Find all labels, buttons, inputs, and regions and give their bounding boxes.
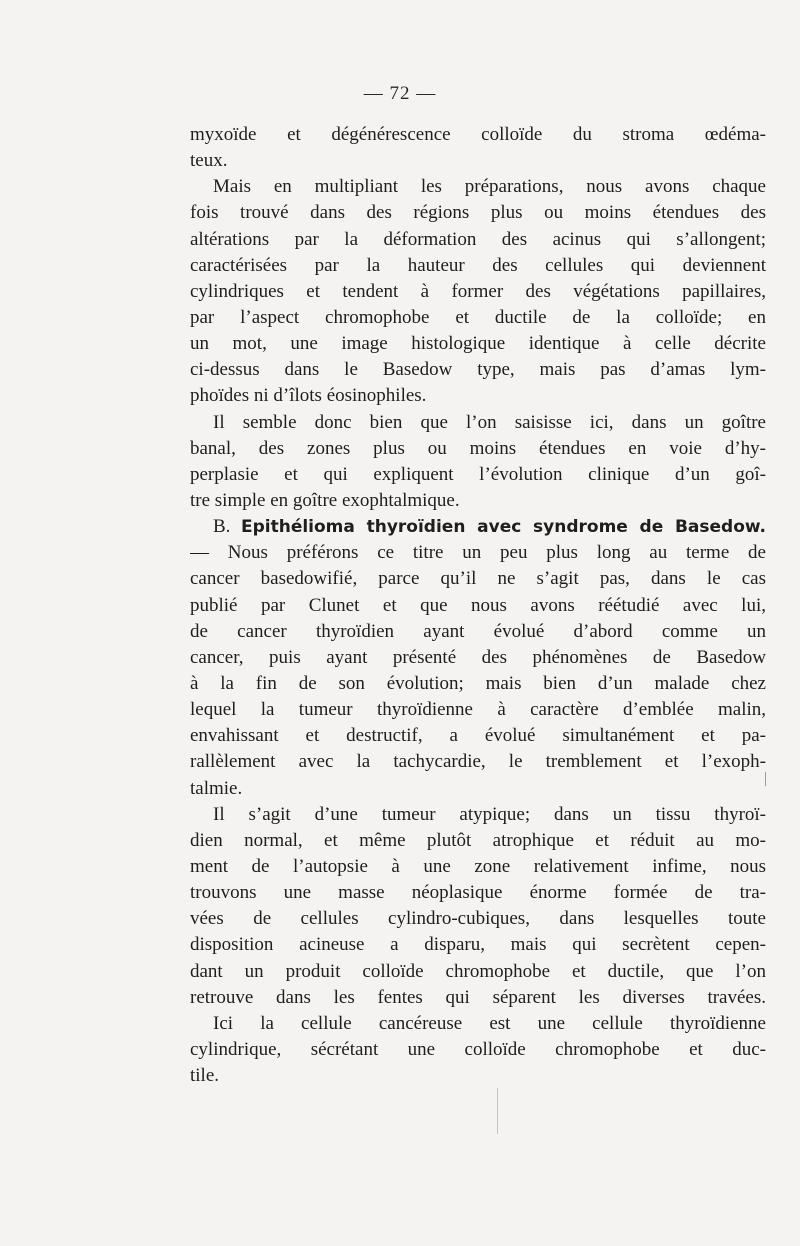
body-text bbox=[190, 122, 766, 1089]
text-line: publié par Clunet et que nous avons réétudié avec lui, bbox=[190, 594, 766, 616]
section-letter: B. bbox=[213, 516, 241, 538]
text-line: cylindriques et tendent à former des végétations papillaires, bbox=[190, 280, 766, 302]
text-line bbox=[190, 514, 766, 540]
page-number: — 72 — bbox=[363, 83, 437, 104]
text-line: Mais en multipliant les préparations, nous avons chaque bbox=[213, 176, 766, 198]
text-line: rallèlement avec la tachycardie, le tremblement et l’exoph- bbox=[190, 751, 766, 773]
text-line: par l’aspect chromophobe et ductile de la colloïde; en bbox=[190, 306, 766, 328]
text-line: tre simple en goître exophtalmique. bbox=[190, 489, 460, 511]
text-line: à la fin de son évolution; mais bien d’un malade chez bbox=[190, 672, 766, 694]
text-line: de cancer thyroïdien ayant évolué d’abord comme un bbox=[190, 620, 766, 642]
text-line: phoïdes ni d’îlots éosinophiles. bbox=[190, 385, 427, 407]
text-line: retrouve dans les fentes qui séparent les diverses travées. bbox=[190, 986, 766, 1008]
text-line: — Nous préférons ce titre un peu plus long au terme de bbox=[190, 542, 766, 564]
text-line: disposition acineuse a disparu, mais qui secrètent cepen- bbox=[190, 934, 766, 956]
text-line: talmie. bbox=[190, 777, 243, 799]
text-line: teux. bbox=[190, 150, 228, 172]
text-line: lequel la tumeur thyroïdienne à caractère d’emblée malin, bbox=[190, 699, 766, 721]
text-line: trouvons une masse néoplasique énorme formée de tra- bbox=[190, 882, 766, 904]
scan-speck bbox=[765, 772, 766, 786]
text-line: Ici la cellule cancéreuse est une cellule thyroïdienne bbox=[213, 1012, 766, 1034]
text-line: dien normal, et même plutôt atrophique et réduit au mo- bbox=[190, 829, 766, 851]
text-line: ment de l’autopsie à une zone relativement infime, nous bbox=[190, 855, 766, 877]
text-line: cylindrique, sécrétant une colloïde chromophobe et duc- bbox=[190, 1038, 766, 1060]
text-line: cancer, puis ayant présenté des phénomènes de Basedow bbox=[190, 646, 766, 668]
text-line: vées de cellules cylindro-cubiques, dans lesquelles toute bbox=[190, 908, 766, 930]
text-line: Il semble donc bien que l’on saisisse ici, dans un goître bbox=[213, 411, 766, 433]
scan-speck bbox=[497, 1088, 498, 1134]
text-line: un mot, une image histologique identique à celle décrite bbox=[190, 333, 766, 355]
text-line: perplasie et qui expliquent l’évolution clinique d’un goî- bbox=[190, 463, 766, 485]
section-heading: Epithélioma thyroïdien avec syndrome de Basedow. bbox=[240, 517, 766, 538]
text-line: cancer basedowifié, parce qu’il ne s’agit pas, dans le cas bbox=[190, 568, 766, 590]
text-line: Il s’agit d’une tumeur atypique; dans un tissu thyroï- bbox=[213, 803, 766, 825]
text-line: caractérisées par la hauteur des cellules qui deviennent bbox=[190, 254, 766, 276]
text-line: fois trouvé dans des régions plus ou moins étendues des bbox=[190, 202, 766, 224]
text-line: tile. bbox=[190, 1065, 220, 1087]
text-line: banal, des zones plus ou moins étendues en voie d’hy- bbox=[190, 437, 766, 459]
text-line: envahissant et destructif, a évolué simultanément et pa- bbox=[190, 725, 766, 747]
text-line: dant un produit colloïde chromophobe et ductile, que l’on bbox=[190, 960, 766, 982]
text-line: ci-dessus dans le Basedow type, mais pas d’amas lym- bbox=[190, 359, 766, 381]
text-line: myxoïde et dégénérescence colloïde du stroma œdéma- bbox=[190, 124, 766, 145]
text-line: altérations par la déformation des acinus qui s’allongent; bbox=[190, 228, 766, 250]
